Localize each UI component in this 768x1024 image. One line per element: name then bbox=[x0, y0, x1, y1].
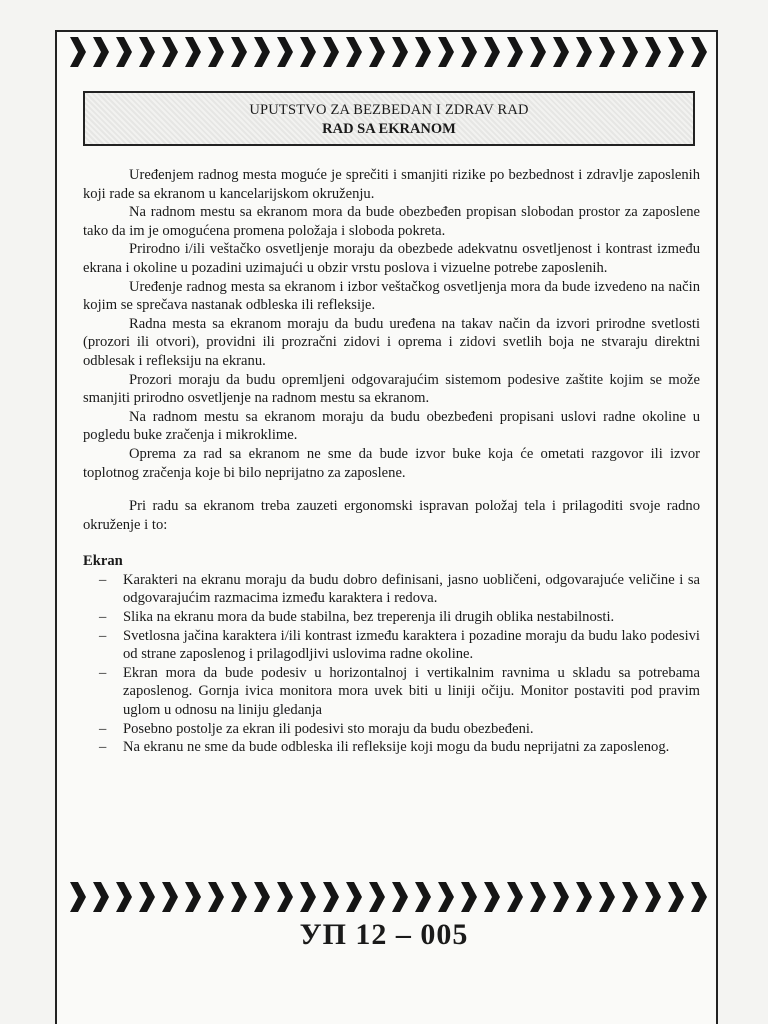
chevron-mark bbox=[116, 882, 132, 912]
chevron-mark bbox=[553, 37, 569, 67]
chevron-mark bbox=[300, 37, 316, 67]
chevron-mark bbox=[323, 882, 339, 912]
chevron-mark bbox=[484, 37, 500, 67]
chevron-mark bbox=[162, 37, 178, 67]
chevron-mark bbox=[254, 37, 270, 67]
chevron-mark bbox=[622, 882, 638, 912]
chevron-mark bbox=[369, 37, 385, 67]
chevron-mark bbox=[530, 37, 546, 67]
chevron-mark bbox=[484, 882, 500, 912]
chevron-band-top bbox=[70, 35, 710, 69]
list-item-text: Na ekranu ne sme da bude odbleska ili refleksije koji mogu da budu neprijatni za zaposlenog. bbox=[123, 739, 670, 756]
chevron-mark bbox=[599, 882, 615, 912]
list-item-text: Slika na ekranu mora da bude stabilna, bez treperenja ili drugih oblika nestabilnosti. bbox=[123, 609, 615, 626]
chevron-mark bbox=[369, 882, 385, 912]
list-item-text: Svetlosna jačina karaktera i/ili kontrast između karaktera i pozadine moraju da budu lako podesivi od strane zaposlenog i prilagodljivi uslovima radne okoline. bbox=[123, 627, 700, 663]
paragraph: Prozori moraju da budu opremljeni odgovarajućim sistemom podesive zaštite kojim se može smanjiti prirodno osvetljenje na radnom mestu sa ekranom. bbox=[83, 371, 700, 407]
list-item-text: Ekran mora da bude podesiv u horizontalnoj i vertikalnim ravnima u skladu sa potrebama zaposlenog. Gornja ivica monitora mora uvek biti u liniji očiju. Monitor postaviti pod pravim uglom u odnosu na liniju gledanja bbox=[123, 664, 700, 719]
document-body bbox=[83, 166, 700, 757]
chevron-mark bbox=[139, 882, 155, 912]
chevron-mark bbox=[507, 882, 523, 912]
chevron-mark bbox=[185, 37, 201, 67]
chevron-mark bbox=[530, 882, 546, 912]
chevron-mark bbox=[461, 37, 477, 67]
chevron-mark bbox=[415, 37, 431, 67]
paragraph: Radna mesta sa ekranom moraju da budu uređena na takav način da izvori prirodne svetlosti (prozori ili otvori), providni ili prozračni zidovi i oprema i zidovi svetlih boja ne stvaraju direktni odblesak i refleksiju na ekranu. bbox=[83, 315, 700, 369]
chevron-mark bbox=[277, 37, 293, 67]
document-title: UPUTSTVO ZA BEZBEDAN I ZDRAV RAD bbox=[249, 102, 529, 118]
chevron-mark bbox=[300, 882, 316, 912]
bullet-list bbox=[83, 571, 700, 757]
section-heading: Ekran bbox=[83, 553, 123, 570]
chevron-mark bbox=[231, 882, 247, 912]
dash-bullet: – bbox=[99, 739, 107, 756]
paragraph: Na radnom mestu sa ekranom moraju da budu obezbeđeni propisani uslovi radne okoline u pogledu buke zračenja i mikroklime. bbox=[83, 408, 700, 444]
chevron-mark bbox=[599, 37, 615, 67]
list-item bbox=[83, 738, 700, 757]
chevron-mark bbox=[231, 37, 247, 67]
chevron-mark bbox=[507, 37, 523, 67]
chevron-mark bbox=[139, 37, 155, 67]
chevron-mark bbox=[208, 37, 224, 67]
chevron-mark bbox=[668, 37, 684, 67]
list-item bbox=[83, 664, 700, 720]
title-box bbox=[83, 91, 695, 146]
dash-bullet: – bbox=[99, 609, 107, 626]
dash-bullet: – bbox=[99, 664, 107, 681]
intro-paragraph: Pri radu sa ekranom treba zauzeti ergonomski ispravan položaj tela i prilagoditi svoje radno okruženje i to: bbox=[83, 498, 700, 533]
list-item bbox=[83, 608, 700, 627]
paragraph: Uređenje radnog mesta sa ekranom i izbor veštačkog osvetljenja mora da bude izvedeno na način kojim se sprečava nastanak odbleska ili refleksije. bbox=[83, 278, 700, 314]
document-subtitle: RAD SA EKRANOM bbox=[322, 121, 456, 137]
chevron-mark bbox=[70, 37, 86, 67]
chevron-mark bbox=[162, 882, 178, 912]
chevron-mark bbox=[691, 882, 707, 912]
chevron-mark bbox=[70, 882, 86, 912]
chevron-mark bbox=[553, 882, 569, 912]
chevron-mark bbox=[346, 882, 362, 912]
chevron-mark bbox=[392, 37, 408, 67]
chevron-mark bbox=[93, 882, 109, 912]
list-item-text: Posebno postolje za ekran ili podesivi sto moraju da budu obezbeđeni. bbox=[123, 720, 534, 737]
chevron-mark bbox=[208, 882, 224, 912]
chevron-mark bbox=[392, 882, 408, 912]
dash-bullet: – bbox=[99, 627, 107, 644]
dash-bullet: – bbox=[99, 571, 107, 588]
list-item bbox=[83, 720, 700, 739]
chevron-mark bbox=[415, 882, 431, 912]
paragraph: Na radnom mestu sa ekranom mora da bude obezbeđen propisan slobodan prostor za zaposlene tako da im je omogućena promena položaja i sloboda pokreta. bbox=[83, 204, 700, 239]
list-item bbox=[83, 627, 700, 664]
chevron-mark bbox=[438, 37, 454, 67]
chevron-mark bbox=[93, 37, 109, 67]
document-code: УП 12 – 005 bbox=[299, 918, 469, 951]
list-item bbox=[83, 571, 700, 608]
chevron-mark bbox=[438, 882, 454, 912]
chevron-mark bbox=[254, 882, 270, 912]
dash-bullet: – bbox=[99, 720, 107, 737]
chevron-mark bbox=[645, 37, 661, 67]
chevron-mark bbox=[346, 37, 362, 67]
paragraph: Uređenjem radnog mesta moguće je sprečiti i smanjiti rizike po bezbednost i zdravlje zaposlenih koji rade sa ekranom u kancelarijskom okruženju. bbox=[83, 167, 700, 202]
chevron-mark bbox=[185, 882, 201, 912]
chevron-mark bbox=[576, 882, 592, 912]
chevron-band-bottom bbox=[70, 880, 710, 914]
paragraph: Prirodno i/ili veštačko osvetljenje moraju da obezbede adekvatnu osvetljenost i kontrast između ekrana i okoline u pozadini uzimajući u obzir vrstu poslova i vizuelne potrebe zaposlenih. bbox=[83, 241, 700, 276]
chevron-mark bbox=[691, 37, 707, 67]
chevron-mark bbox=[116, 37, 132, 67]
chevron-mark bbox=[461, 882, 477, 912]
list-item-text: Karakteri na ekranu moraju da budu dobro definisani, jasno uobličeni, odgovarajuće veličine i sa odgovarajućim razmacima između karaktera i redova. bbox=[123, 571, 700, 607]
chevron-mark bbox=[668, 882, 684, 912]
spacer bbox=[83, 482, 700, 497]
chevron-mark bbox=[277, 882, 293, 912]
paragraph: Oprema za rad sa ekranom ne sme da bude izvor buke koja će ometati razgovor ili izvor toplotnog zračenja koje bi bilo neprijatno za zaposlene. bbox=[83, 445, 700, 481]
chevron-mark bbox=[645, 882, 661, 912]
chevron-mark bbox=[576, 37, 592, 67]
chevron-mark bbox=[323, 37, 339, 67]
chevron-mark bbox=[622, 37, 638, 67]
